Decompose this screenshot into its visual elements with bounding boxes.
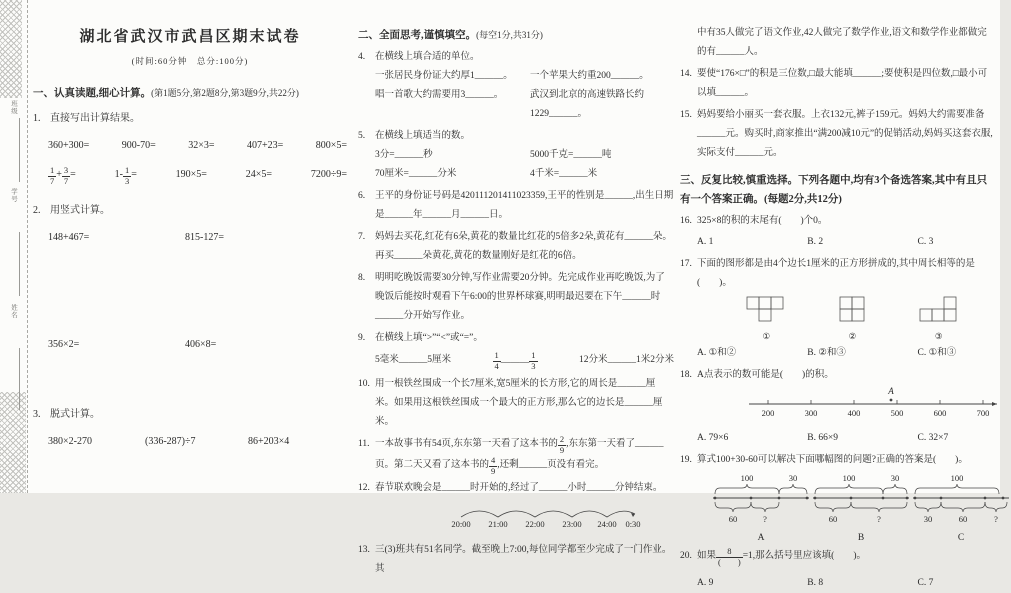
question-5: 5. 在横线上填适当的数。 3分=______秒 5000千克=______吨 70厘米=______分米 4千米=______米 <box>358 127 674 184</box>
q9-compare-row: 5毫米______5厘米 $\frac{1}{4}$ ______ $\frac{1}{3}$ 12分米______1米2分米 <box>375 350 674 371</box>
question-13: 13. 三(3)班共有51名同学。截至晚上7:00,每位同学都至少完成了一门作业。其 <box>358 545 672 575</box>
svg-text:60: 60 <box>958 514 968 524</box>
section3-heading: 三、反复比较,慎重选择。下列各题中,均有3个备选答案,其中有且只有一个答案正确。(每题2分,共12分) <box>680 175 988 205</box>
shape-1-tetromino: ① <box>746 296 786 342</box>
q16-options: A. 1 B. 2 C. 3 <box>697 237 934 247</box>
q19-diagrams <box>697 470 998 544</box>
question-text: 一本故事书有54页,东东第一天看了这本书的 $\frac{2}{9}$ ,东东第一天看了______页。第二天又看了这本书的 $\frac{4}{9}$ ,还剩______页没有看完。 <box>375 434 664 476</box>
margin-writein-line <box>19 348 20 410</box>
question-text: 325×8的积的末尾有( )个0。 <box>697 216 828 226</box>
question-text: 妈妈要给小丽买一套衣服。上衣132元,裤子159元。妈妈大约需要准备______元。购买时,商家推出“满200减10元”的促销活动,妈妈买这套衣服,实际支付______元。 <box>697 110 993 158</box>
question-14: 14. 要使“176×□”的积是三位数,□最大能填______;要使积是四位数,□最小可以填______。 <box>680 69 988 98</box>
column-3 <box>680 0 998 593</box>
question-text: 在横线上填合适的单位。 <box>375 52 480 62</box>
question-text: A点表示的数可能是( )的积。 <box>697 370 834 380</box>
question-4: 4. 在横线上填合适的单位。 一张居民身份证大约厚1______。 一个苹果大约重200______。 唱一首歌大约需要用3______。 武汉到北京的高速铁路长约1229______。 <box>358 48 674 124</box>
question-text: 王平的身份证号码是420111201411023359,王平的性别是______,出生日期是______年______月______日。 <box>375 191 674 220</box>
timeline-diagram <box>447 498 657 530</box>
margin-label-number: 学号 <box>10 188 17 203</box>
question-3: 3. 脱式计算。 <box>33 408 100 420</box>
svg-text:700: 700 <box>976 408 990 418</box>
margin-label-name: 姓名 <box>10 304 17 319</box>
svg-text:30: 30 <box>923 514 933 524</box>
svg-text:30: 30 <box>890 473 900 483</box>
question-16: 16. 325×8的积的末尾有( )个0。 <box>680 216 828 226</box>
page-title: 湖北省武汉市武昌区期末试卷 <box>79 29 301 45</box>
question-text: 如果 $\frac{8}{( )}$ =1,那么括号里应该填( )。 <box>697 546 866 567</box>
margin-writein-line <box>19 118 20 182</box>
q18-numberline <box>743 385 995 427</box>
q5-blanks: 3分=______秒 5000千克=______吨 70厘米=______分米 4千米=______米 <box>375 150 612 179</box>
question-text: 中有35人做完了语文作业,42人做完了数学作业,语文和数学作业都做完的有______人。 <box>697 28 987 57</box>
column-1 <box>33 0 347 451</box>
segment-diagram-a: 100 30 60 ? A <box>711 472 811 544</box>
q3-items: 380×2-270 (336-287)÷7 86+203×4 <box>48 435 290 447</box>
question-15: 15. 妈妈要给小丽买一套衣服。上衣132元,裤子159元。妈妈大约需要准备______元。购买时,商家推出“满200减10元”的促销活动,妈妈买这套衣服,实际支付______元。 <box>680 110 993 158</box>
question-13-continued <box>680 24 995 62</box>
question-1: 1. 直接写出计算结果。 <box>33 113 140 124</box>
question-text: 下面的图形都是由4个边长1厘米的正方形拼成的,其中周长相等的是( )。 <box>697 259 975 288</box>
q17-options: A. ①和② B. ②和③ C. ①和③ <box>697 348 957 358</box>
svg-text:24:00: 24:00 <box>597 519 617 530</box>
svg-text:60: 60 <box>828 514 838 524</box>
svg-text:20:00: 20:00 <box>451 519 471 530</box>
svg-text:400: 400 <box>847 408 861 418</box>
svg-text:23:00: 23:00 <box>562 519 582 530</box>
question-8: 8. 明明吃晚饭需要30分钟,写作业需要20分钟。先完成作业再吃晚饭,为了晚饭后能按时观看下午6:00的世界杯球赛,明明最迟要在下午______时______分开始写作业。 <box>358 273 665 321</box>
question-text: 妈妈去买花,红花有6朵,黄花的数量比红花的5倍多2朵,黄花有______朵。再买______朵黄花,黄花的数量刚好是红花的6倍。 <box>375 232 672 261</box>
section2-heading: 二、全面思考,谨慎填空。(每空1分,共31分) <box>358 30 543 41</box>
question-text: 春节联欢晚会是______时开始的,经过了______小时______分钟结束。 <box>375 483 663 494</box>
segment-diagram-c: 100 30 60 ? C <box>911 472 1011 544</box>
question-18: 18. A点表示的数可能是( )的积。 A 200 300 400 500 600 700 <box>680 366 995 427</box>
question-10: 10. 用一根铁丝围成一个长7厘米,宽5厘米的长方形,它的周长是______厘米。如果用这根铁丝围成一个最大的正方形,那么它的边长是______厘米。 <box>358 378 663 427</box>
svg-text:?: ? <box>877 514 881 524</box>
working-space <box>33 247 347 335</box>
q2-row-2: 356×2= 406×8= <box>48 338 217 350</box>
question-text: 直接写出计算结果。 <box>50 113 140 124</box>
svg-text:300: 300 <box>804 408 818 418</box>
q1-calc-row-1: 360+300= 900-70= 32×3= 407+23= 800×5= <box>48 140 347 151</box>
question-12: 12. 春节联欢晚会是______时开始的,经过了______小时______分钟结束。 20:00 21:00 22:00 23:00 24:00 0:30 <box>358 479 674 538</box>
svg-text:100: 100 <box>740 473 754 483</box>
q18-options: A. 79×6 B. 66×9 C. 32×7 <box>697 433 949 443</box>
svg-text:22:00: 22:00 <box>525 519 545 530</box>
segment-diagram-b: 100 30 60 ? B <box>811 472 911 544</box>
binding-dashed-line <box>27 0 28 493</box>
q2-row-1: 148+467= 815-127= <box>48 231 224 243</box>
hatch-texture-top <box>0 0 22 98</box>
svg-text:60: 60 <box>728 514 738 524</box>
margin-label-class: 班级 <box>10 100 17 115</box>
question-text: 用一根铁丝围成一个长7厘米,宽5厘米的长方形,它的周长是______厘米。如果用这根铁丝围成一个最大的正方形,那么它的边长是______厘米。 <box>375 378 663 427</box>
section1-heading: 一、认真读题,细心计算。(第1题5分,第2题8分,第3题9分,共22分) <box>33 88 299 99</box>
question-text: 用竖式计算。 <box>50 204 110 216</box>
svg-text:A: A <box>888 386 894 396</box>
svg-text:0:30: 0:30 <box>625 519 641 530</box>
svg-text:600: 600 <box>933 408 947 418</box>
working-space <box>33 354 347 402</box>
q1-calc-row-2: $\frac{1}{7}$ + $\frac{3}{7}$ = 1- $\frac{1}{3}$ = 190×5= 24×5= 7200÷9= <box>50 165 347 186</box>
q20-options: A. 9 B. 8 C. 7 <box>697 577 934 588</box>
question-text: 算式100+30-60可以解决下面哪幅图的问题?正确的答案是( )。 <box>697 455 968 465</box>
question-text: 在横线上填“>”“<”或“=”。 <box>375 333 483 343</box>
question-text: 要使“176×□”的积是三位数,□最大能填______;要使积是四位数,□最小可以填______。 <box>697 69 988 98</box>
question-2: 2. 用竖式计算。 <box>33 204 110 216</box>
question-19: 19. 算式100+30-60可以解决下面哪幅图的问题?正确的答案是( )。 100 30 60 ? A 100 30 60 ? B 100 30 60 ? C <box>680 451 995 544</box>
shape-3-tetromino: ③ <box>919 296 959 342</box>
svg-text:200: 200 <box>761 408 775 418</box>
svg-text:30: 30 <box>788 473 798 483</box>
question-text: 脱式计算。 <box>50 408 100 420</box>
question-7: 7. 妈妈去买花,红花有6朵,黄花的数量比红花的5倍多2朵,黄花有______朵。再买______朵黄花,黄花的数量刚好是红花的6倍。 <box>358 232 672 261</box>
numberline-diagram <box>743 385 1005 419</box>
margin-writein-line <box>19 232 20 296</box>
question-text: 明明吃晚饭需要30分钟,写作业需要20分钟。先完成作业再吃晚饭,为了晚饭后能按时观看下午6:00的世界杯球赛,明明最迟要在下午______时______分开始写作业。 <box>375 273 665 321</box>
svg-text:500: 500 <box>890 408 904 418</box>
question-text: 在横线上填适当的数。 <box>375 131 471 141</box>
question-9: 9. 在横线上填“>”“<”或“=”。 5毫米______5厘米 $\frac{1}{4}$ ______ $\frac{1}{3}$ 12分米______1米2分米 <box>358 333 674 371</box>
question-17: 17. 下面的图形都是由4个边长1厘米的正方形拼成的,其中周长相等的是( )。 <box>680 259 975 288</box>
q17-shapes <box>680 293 995 342</box>
column-2 <box>358 0 674 579</box>
svg-text:?: ? <box>763 514 767 524</box>
question-11: 11. 一本故事书有54页,东东第一天看了这本书的 $\frac{2}{9}$ ,东东第一天看了______页。第二天又看了这本书的 $\frac{4}{9}$ ,还剩______页没有看完。 <box>358 434 664 476</box>
svg-text:100: 100 <box>842 473 856 483</box>
question-6: 6. 王平的身份证号码是420111201411023359,王平的性别是______,出生日期是______年______月______日。 <box>358 191 674 220</box>
svg-text:21:00: 21:00 <box>488 519 508 530</box>
exam-time-score: (时间:60分钟 总分:100分) <box>131 56 249 66</box>
hatch-texture-bottom <box>0 392 26 493</box>
svg-text:100: 100 <box>950 473 964 483</box>
q4-blanks: 一张居民身份证大约厚1______。 一个苹果大约重200______。 唱一首歌大约需要用3______。 武汉到北京的高速铁路长约1229______。 <box>375 71 649 119</box>
question-20: 20. 如果 $\frac{8}{( )}$ =1,那么括号里应该填( )。 <box>680 546 866 567</box>
svg-text:?: ? <box>994 514 998 524</box>
question-text: 三(3)班共有51名同学。截至晚上7:00,每位同学都至少完成了一门作业。其 <box>375 545 672 575</box>
shape-2-square: ② <box>839 296 866 342</box>
q12-timeline <box>447 498 674 538</box>
